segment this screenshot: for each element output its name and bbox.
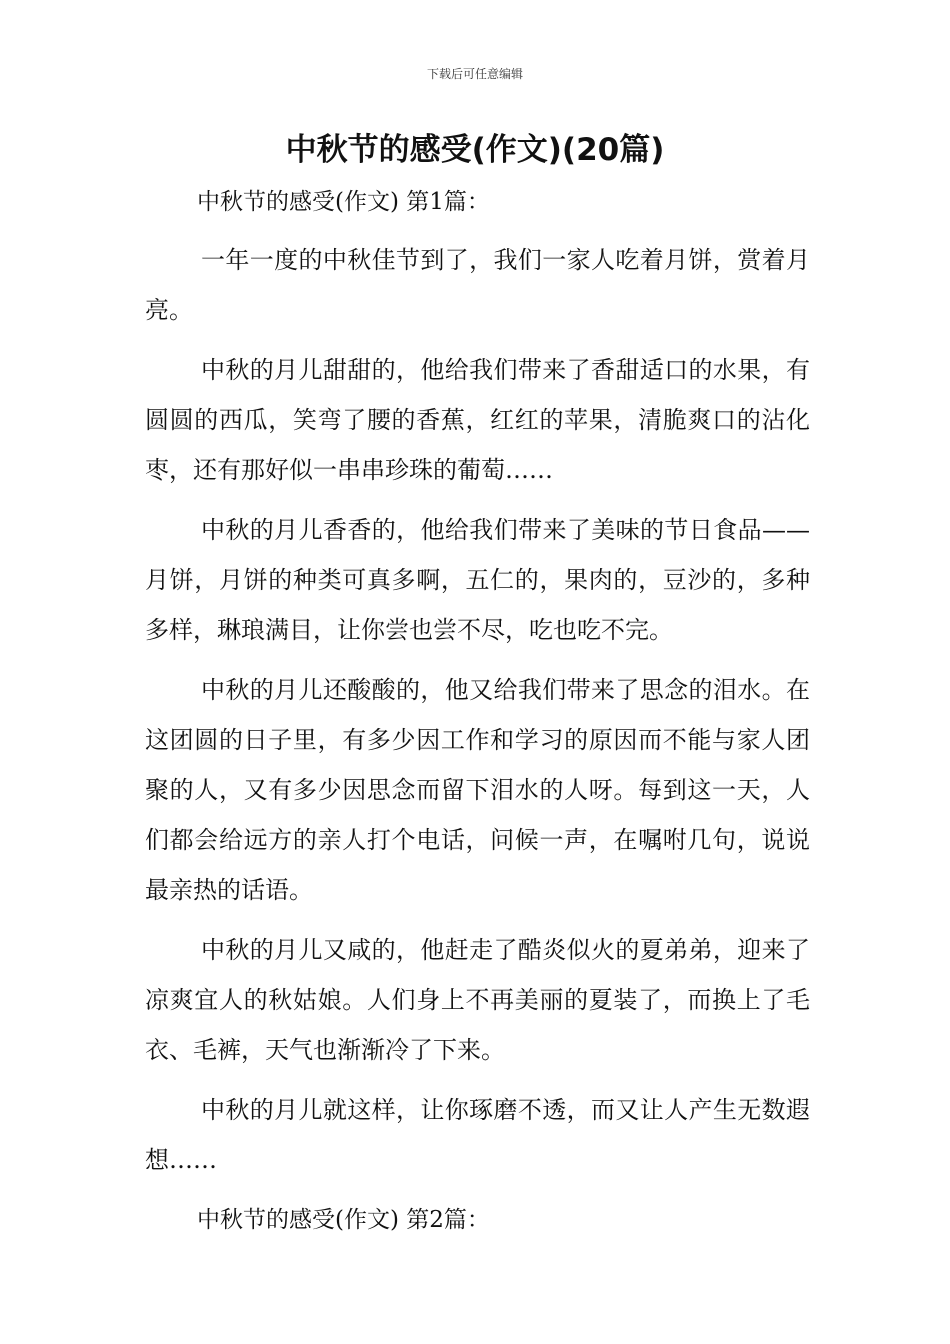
header-note: 下载后可任意编辑: [426, 67, 523, 81]
paragraph-4: 中秋的月儿还酸酸的，他又给我们带来了思念的泪水。在这团圆的日子里，有多少因工作和学习的原因而不能与家人团聚的人，又有多少因思念而留下泪水的人呀。每到这一天，人们都会给远方的亲人打个电话，问候一声，在嘱咐几句，说说最亲热的话语。: [145, 676, 810, 904]
document-body: [145, 177, 810, 1247]
paragraph-5: 中秋的月儿又咸的，他赶走了酷炎似火的夏弟弟，迎来了凉爽宜人的秋姑娘。人们身上不再美丽的夏装了，而换上了毛衣、毛裤，天气也渐渐冷了下来。: [145, 936, 810, 1064]
paragraph-1: 一年一度的中秋佳节到了，我们一家人吃着月饼，赏着月亮。: [145, 246, 810, 324]
paragraph-2: 中秋的月儿甜甜的，他给我们带来了香甜适口的水果，有圆圆的西瓜，笑弯了腰的香蕉，红红的苹果，清脆爽口的沾化枣，还有那好似一串串珍珠的葡萄……: [145, 356, 810, 484]
section-heading-2: 中秋节的感受(作文) 第2篇：: [197, 1207, 490, 1233]
paragraph-6: 中秋的月儿就这样，让你琢磨不透，而又让人产生无数遐想……: [145, 1096, 810, 1174]
section-heading-1: 中秋节的感受(作文) 第1篇：: [197, 189, 490, 215]
paragraph-3: 中秋的月儿香香的，他给我们带来了美味的节日食品——月饼，月饼的种类可真多啊，五仁的，果肉的，豆沙的，多种多样，琳琅满目，让你尝也尝不尽，吃也吃不完。: [145, 516, 810, 644]
document-title: 中秋节的感受(作文)(20篇): [285, 132, 665, 168]
